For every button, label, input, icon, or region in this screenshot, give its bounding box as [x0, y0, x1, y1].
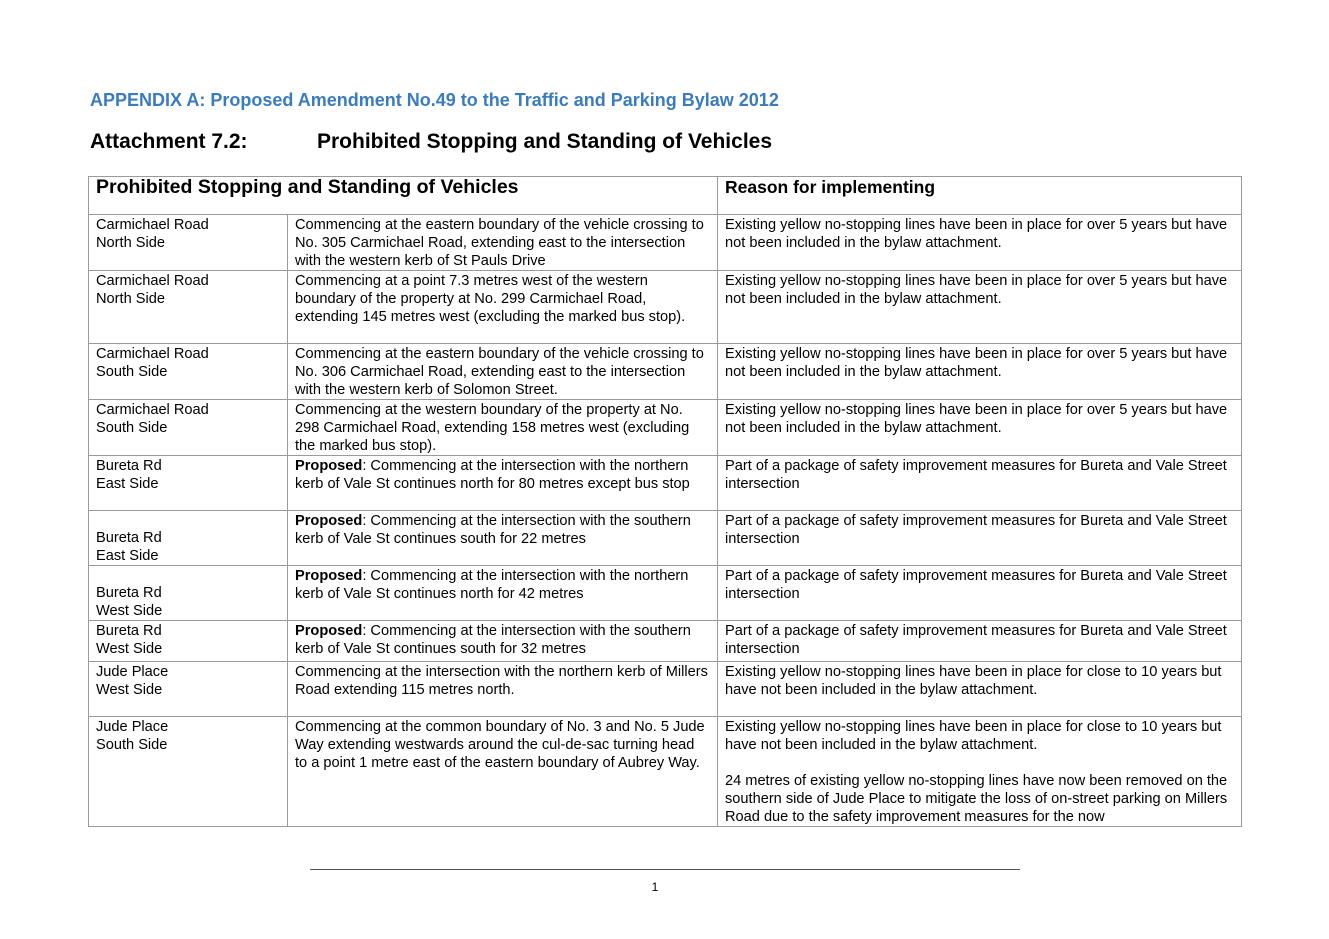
reason-cell: Existing yellow no-stopping lines have been in place for over 5 years but have not been included in the bylaw attachment. [718, 344, 1242, 400]
description-text: : Commencing at the intersection with the northern kerb of Vale St continues north for 80 metres except bus stop [295, 458, 690, 492]
road-name: Jude Place [96, 664, 169, 680]
road-side: North Side [96, 235, 165, 251]
description-cell: Commencing at a point 7.3 metres west of the western boundary of the property at No. 299 Carmichael Road, extending 145 metres west (excluding the marked bus stop). [288, 271, 718, 344]
table-row [89, 400, 1242, 456]
proposed-label: Proposed [295, 513, 363, 529]
description-cell [288, 621, 718, 662]
location-cell [89, 400, 288, 456]
road-side: North Side [96, 291, 165, 307]
road-side: South Side [96, 364, 168, 380]
road-side: South Side [96, 420, 168, 436]
road-name: Carmichael Road [96, 217, 209, 233]
location-cell [89, 566, 288, 621]
attachment-heading [90, 130, 772, 154]
location-cell [89, 271, 288, 344]
road-side: West Side [96, 682, 163, 698]
table-row [89, 662, 1242, 717]
table-row [89, 566, 1242, 621]
road-side: East Side [96, 476, 159, 492]
description-cell [288, 456, 718, 511]
table-row [89, 271, 1242, 344]
road-side: West Side [96, 641, 163, 657]
road-name: Carmichael Road [96, 273, 209, 289]
reason-cell [718, 717, 1242, 827]
appendix-title: APPENDIX A: Proposed Amendment No.49 to the Traffic and Parking Bylaw 2012 [90, 90, 779, 110]
description-cell: Commencing at the western boundary of the property at No. 298 Carmichael Road, extending 158 metres west (excluding the marked bus stop). [288, 400, 718, 456]
road-name: Bureta Rd [96, 530, 162, 546]
description-cell [288, 511, 718, 566]
reason-paragraph-2: 24 metres of existing yellow no-stopping lines have now been removed on the southern side of Jude Place to mitigate the loss of on-street parking on Millers Road due to the safety improvement measures for the now [725, 773, 1228, 825]
proposed-label: Proposed [295, 458, 363, 474]
location-cell [89, 215, 288, 271]
reason-cell: Part of a package of safety improvement measures for Bureta and Vale Street intersection [718, 511, 1242, 566]
description-cell: Commencing at the eastern boundary of the vehicle crossing to No. 305 Carmichael Road, extending east to the intersection with the western kerb of St Pauls Drive [288, 215, 718, 271]
reason-cell: Existing yellow no-stopping lines have been in place for over 5 years but have not been included in the bylaw attachment. [718, 271, 1242, 344]
road-name: Jude Place [96, 719, 169, 735]
reason-cell: Existing yellow no-stopping lines have been in place for over 5 years but have not been included in the bylaw attachment. [718, 215, 1242, 271]
table-row [89, 344, 1242, 400]
location-cell [89, 456, 288, 511]
road-name: Bureta Rd [96, 585, 162, 601]
table-row [89, 215, 1242, 271]
reason-cell: Existing yellow no-stopping lines have been in place for over 5 years but have not been included in the bylaw attachment. [718, 400, 1242, 456]
attachment-title: Prohibited Stopping and Standing of Vehicles [317, 130, 773, 153]
location-cell [89, 621, 288, 662]
description-text: : Commencing at the intersection with the southern kerb of Vale St continues south for 22 metres [295, 513, 691, 547]
description-cell: Commencing at the eastern boundary of the vehicle crossing to No. 306 Carmichael Road, extending east to the intersection with the western kerb of Solomon Street. [288, 344, 718, 400]
road-side: South Side [96, 737, 168, 753]
road-name: Carmichael Road [96, 402, 209, 418]
road-name: Bureta Rd [96, 458, 162, 474]
description-cell: Commencing at the common boundary of No. 3 and No. 5 Jude Way extending westwards around the cul-de-sac turning head to a point 1 metre east of the eastern boundary of Aubrey Way. [288, 717, 718, 827]
attachment-number: Attachment 7.2: [90, 130, 248, 153]
header-prohibited-stopping: Prohibited Stopping and Standing of Vehicles [89, 177, 718, 215]
table-header-row [89, 177, 1242, 215]
footer-divider [310, 869, 1020, 870]
location-cell [89, 717, 288, 827]
location-cell [89, 511, 288, 566]
header-reason: Reason for implementing [718, 177, 1242, 215]
table-row [89, 621, 1242, 662]
description-text: : Commencing at the intersection with the southern kerb of Vale St continues south for 32 metres [295, 623, 691, 657]
reason-cell: Part of a package of safety improvement measures for Bureta and Vale Street intersection [718, 456, 1242, 511]
table-row [89, 717, 1242, 827]
table-row [89, 456, 1242, 511]
road-side: East Side [96, 548, 159, 564]
proposed-label: Proposed [295, 568, 363, 584]
reason-cell: Part of a package of safety improvement measures for Bureta and Vale Street intersection [718, 621, 1242, 662]
road-side: West Side [96, 603, 163, 619]
proposed-label: Proposed [295, 623, 363, 639]
page-number: 1 [651, 880, 659, 894]
road-name: Bureta Rd [96, 623, 162, 639]
table-row [89, 511, 1242, 566]
location-cell [89, 662, 288, 717]
reason-cell: Part of a package of safety improvement measures for Bureta and Vale Street intersection [718, 566, 1242, 621]
road-name: Carmichael Road [96, 346, 209, 362]
location-cell [89, 344, 288, 400]
description-text: : Commencing at the intersection with the northern kerb of Vale St continues north for 42 metres [295, 568, 689, 602]
description-cell [288, 566, 718, 621]
reason-paragraph: Existing yellow no-stopping lines have been in place for close to 10 years but have not been included in the bylaw attachment. [725, 719, 1222, 753]
reason-cell: Existing yellow no-stopping lines have been in place for close to 10 years but have not been included in the bylaw attachment. [718, 662, 1242, 717]
bylaw-table [88, 176, 1242, 827]
description-cell: Commencing at the intersection with the northern kerb of Millers Road extending 115 metres north. [288, 662, 718, 717]
